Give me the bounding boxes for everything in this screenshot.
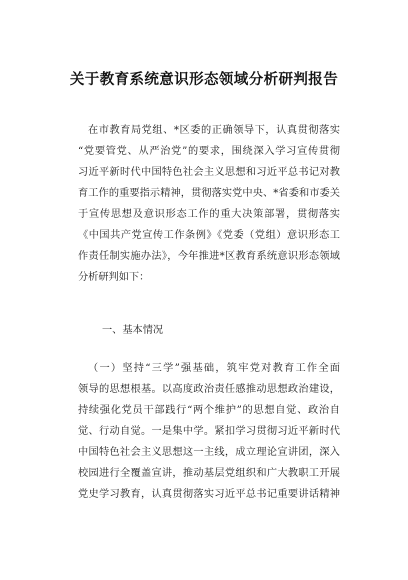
document-title: 关于教育系统意识形态领域分析研判报告 [69, 72, 339, 88]
section-heading: 一、基本情况 [102, 325, 164, 336]
intro-paragraph [78, 120, 340, 288]
paragraph-line: 校园进行全覆盖宣讲，推动基层党组织和广大教职工开展 [78, 468, 340, 479]
paragraph-line: （一）坚持“三学”强基础，筑牢党对教育工作全面 [88, 363, 340, 374]
paragraph-line: 《中国共产党宣传工作条例》《党委（党组）意识形态工 [78, 230, 340, 241]
paragraph-line: 领导的思想根基。以高度政治责任感推动思想政治建设， [78, 384, 340, 395]
paragraph-line: 分析研判如下： [78, 272, 150, 283]
paragraph-line: 中国特色社会主义思想这一主线，成立理论宣讲团，深入 [78, 447, 340, 458]
paragraph-line: 育工作的重要指示精神，贯彻落实党中央、*省委和市委关 [78, 188, 340, 199]
paragraph-line: 持续强化党员干部践行“两个维护”的思想自觉、政治自 [78, 405, 340, 416]
paragraph-line: 在市教育局党组、*区委的正确领导下，认真贯彻落实 [88, 125, 340, 136]
paragraph-line: 党史学习教育，认真贯彻落实习近平总书记重要讲话精神 [78, 489, 340, 500]
paragraph-line: 习近平新时代中国特色社会主义思想和习近平总书记对教 [78, 167, 340, 178]
paragraph-line: 于宣传思想及意识形态工作的重大决策部署，贯彻落实 [78, 209, 340, 220]
paragraph-line: 作责任制实施办法》，今年推进*区教育系统意识形态领域 [78, 251, 340, 262]
paragraph-line: “党要管党、从严治党”的要求，围绕深入学习宣传贯彻 [78, 146, 340, 157]
paragraph-line: 觉、行动自觉。一是集中学。紧扣学习贯彻习近平新时代 [78, 426, 340, 437]
section-paragraph [78, 358, 340, 505]
